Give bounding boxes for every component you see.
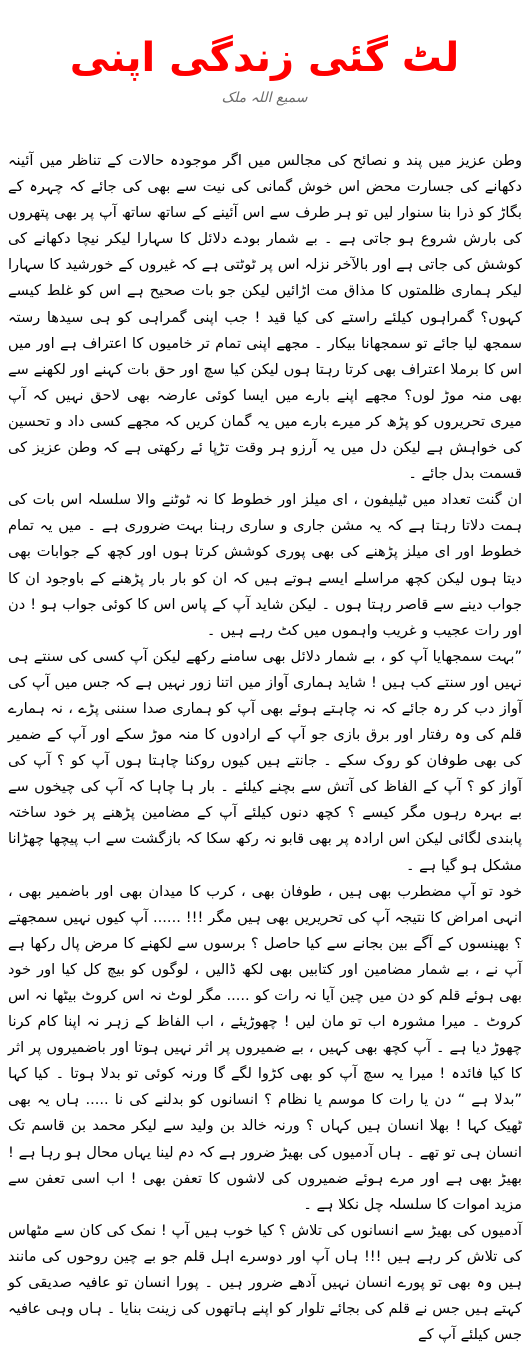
paragraph: آدمیوں کی بھیڑ سے انسانوں کی تلاش ؟ کیا خوب ہیں آپ ! نمک کی کان سے مٹھاس کی تلاش کر رہے ہیں !!! ہاں آپ اور دوسرے اہل قلم جو بے چین روحوں کی مانند ہیں وہ بھی تو پورے انسان نہیں آدھے ضرور ہیں ۔ پورا انسان تو عافیہ صدیقی کو کہتے ہیں جس نے قلم کی بجائے تلوار کو اپنے ہاتھوں کی زینت بنایا ۔ ہاں وہی عافیہ جس کیلئے آپ کے — [8, 1221, 522, 1344]
paragraph: خود تو آپ مضطرب بھی ہیں ، طوفان بھی ، کرب کا میدان بھی اور باضمیر بھی ، انہی امراض کا نتیجہ آپ کی تحریریں بھی ہیں مگر !!! ...... آپ کیوں نہیں سمجھتے ؟ بھینسوں کے آگے بین بجانے سے کیا حاصل ؟ برسوں سے لکھنے کا مرض پال رکھا ہے آپ نے ، بے شمار مضامین اور کتابیں بھی لکھ ڈالیں ، لوگوں کو بیچ کل کیا اور خود بھی ہوئے قلم کو دن میں چین آیا نہ رات کو ..... مگر لوٹ نہ اس کروٹ بیٹھا نہ اس کروٹ ۔ میرا مشورہ اب تو مان لیں ! چھوڑیئے ، اب الفاظ کے زہر نہ اپنا کام کرنا چھوڑ دیا ہے ۔ آپ کچھ بھی کہیں ، بے ضمیروں پر اثر نہیں ہوتا اور باضمیروں پر اثر کا کیا فائدہ ! میرا یہ سچ آپ کو بھی کڑوا لگے گا ورنہ کوئی تو بدلا ہوتا ۔ کیا کہا ”بدلا ہے “ دن یا رات کا موسم یا نظام ؟ انسانوں کو بدلنے کی نا ..... ہاں یہ بھی ٹھیک کہا ! بھلا انسان ہیں کہاں ؟ ورنہ خالد بن ولید سے لیکر محمد بن قاسم تک انسان ہی تو تھے ۔ ہاں آدمیوں کی بھیڑ ضرور ہے کہ دم لینا یہاں محال ہو رہا ہے ! بھیڑ بھی ہے اور مرے ہوئے ضمیروں کی لاشوں کا تعفن بھی ! اب اسی تعفن سے مزید اموات کا سلسلہ چل نکلا ہے ۔ — [8, 882, 522, 1213]
article-body — [8, 148, 522, 1348]
paragraph: ”بہت سمجھایا آپ کو ، بے شمار دلائل بھی سامنے رکھے لیکن آپ کسی کی سنتے ہی نہیں اور سنتے کب ہیں ! شاید ہماری آواز میں اتنا زور نہیں ہے کہ جس میں آپ کی آواز دب کر رہ جائے کہ نہ چاہتے ہوئے بھی آپ کو ہماری صدا سننی پڑے ، نہ ہمارے قلم کی وہ رفتار اور برق بازی جو آپ کے ارادوں کا منہ موڑ سکے اور آپ کے ضمیر کی بھی طوفان کو روک سکے ۔ جانتے ہیں کیوں روکنا چاہتا ہوں آپ کو ؟ آپ کی آواز کو ؟ آپ کے الفاظ کی آتش سے بچنے کیلئے ۔ بار ہا چاہا کہ آپ کی چیخوں سے بے بہرہ رہوں مگر کیسے ؟ کچھ دنوں کیلئے آپ کے مضامین پڑھنے پر خود ساختہ پابندی لگائی لیکن اس ارادہ پر بھی قابو نہ رکھ سکا کہ بازگشت سے اب پیچھا چھڑانا مشکل ہو گیا ہے ۔ — [8, 647, 522, 874]
paragraph: وطن عزیز میں پند و نصائح کی مجالس میں اگر موجودہ حالات کے تناظر میں آئینہ دکھانے کی جسارت محض اس خوش گمانی کی نیت سے بھی کی جائے کہ چہرہ کے بگاڑ کو ذرا بنا سنوار لیں تو ہر طرف سے اس آئینے کے ساتھ ساتھ آپ پر بھی پتھروں کی بارش شروع ہو جاتی ہے ۔ بے شمار بودے دلائل کا سہارا لیکر نیچا دکھانے کی کوشش کی جاتی ہے اور بالآخر نزلہ اس پر ٹوٹتی ہے کہ غیروں کے خورشید کا سہارا لیکر ہماری ظلمتوں کا مذاق مت اڑائیں لیکن جو بات صحیح ہے اس کو غلط کیسے کہوں؟ گمراہوں کیلئے راستے کی کیا قید ! جب اپنی گمراہی کو ہی سیدھا رستہ سمجھ لیا جائے تو سمجھانا بیکار ۔ مجھے اپنی تمام تر خامیوں کا اعتراف ہے اور میں اس کا برملا اعتراف بھی کرتا رہتا ہوں لیکن کیا سچ اور حق بات کہنے اور لکھنے سے بھی منہ موڑ لوں؟ مجھے اپنے بارے میں ایسا کوئی عارضہ بھی لاحق نہیں کہ آپ میری تحریروں کو پڑھ کر میرے بارے میں یہ گمان کریں کہ مجھے کسی داد و تحسین کی خواہش ہے لیکن دل میں یہ آرزو ہر وقت تڑپا ئے رکھتی ہے کہ وطن عزیز کی قسمت بدل جائے ۔ — [8, 152, 522, 483]
paragraph: ان گنت تعداد میں ٹیلیفون ، ای میلز اور خطوط کا نہ ٹوٹنے والا سلسلہ اس بات کی ہمت دلاتا رہتا ہے کہ یہ مشن جاری و ساری رہنا بہت ضروری ہے ۔ میں یہ تمام خطوط اور ای میلز پڑھنے کی بھی پوری کوشش کرتا ہوں اور کچھ کے جوابات بھی دیتا ہوں لیکن کچھ مراسلے ایسے ہوتے ہیں کہ ان کو بار بار پڑھنے کے باوجود ان کا جواب دینے سے قاصر رہتا ہوں ۔ لیکن شاید آپ کے پاس اس کا کوئی جواب ہو ! دن اور رات عجیب و غریب واہموں میں کٹ رہے ہیں ۔ — [8, 491, 522, 639]
article-title: لٹ گئی زندگی اپنی — [69, 35, 460, 81]
author-byline: سمیع اللہ ملک — [221, 90, 308, 106]
